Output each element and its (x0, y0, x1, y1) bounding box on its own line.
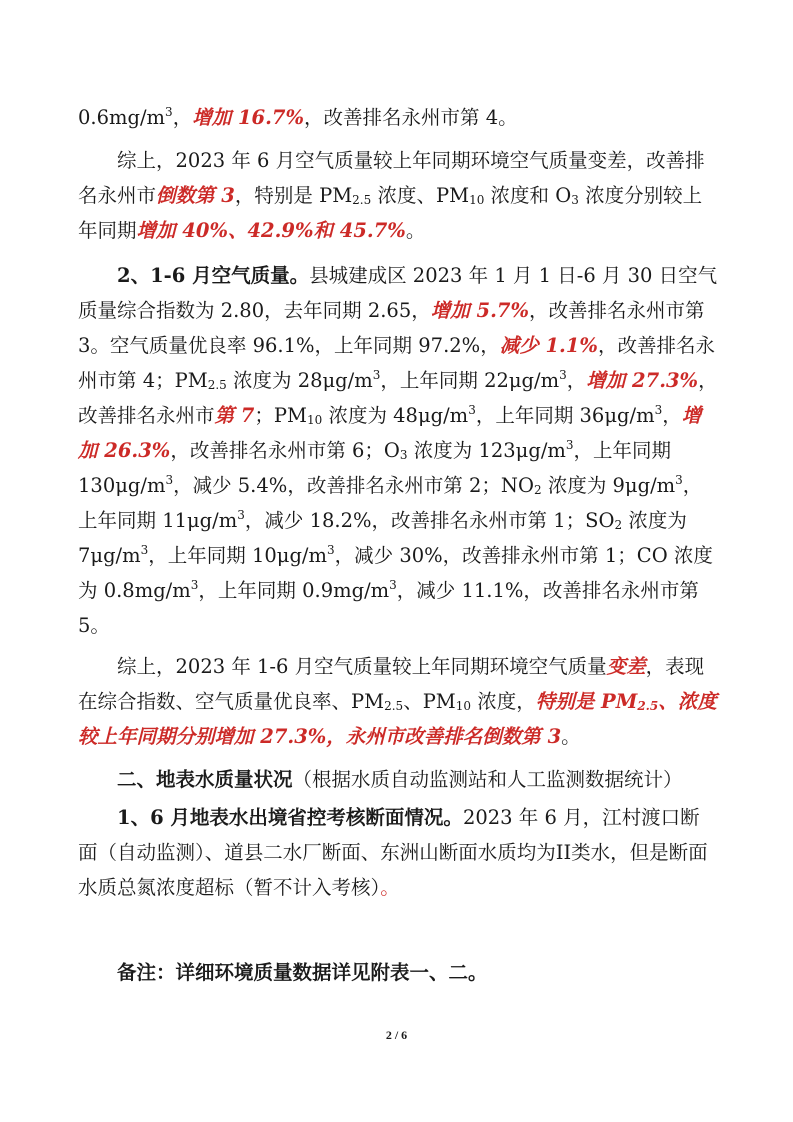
subscript: 2.5 (207, 378, 227, 392)
text: 浓度， (471, 690, 536, 713)
text: 浓度为 123μg/m (407, 439, 566, 462)
text: ，改善排名永州市第 3。空气质量优良率 96.1%，上年同期 97.2%， (78, 299, 705, 357)
text: 2023 年 6 月，江村渡口断面（自动监测）、道县二水厂断面、东洲山断面水质均为II类水，但是断面水质总氮浓度超标（暂不计入考核） (78, 806, 708, 899)
highlight-red: 减少 1.1% (499, 334, 598, 357)
text: 浓度和 O (484, 184, 572, 207)
highlight-red: 倒数第 3 (156, 184, 235, 207)
paragraph-june-water (78, 800, 718, 905)
text: 0.6mg/m (78, 106, 166, 129)
text: ，减少 5.4%，改善排名永州市第 2；NO (173, 474, 534, 497)
text: ，上年同期 0.9mg/m (198, 579, 390, 602)
text: ， (566, 369, 587, 392)
section-heading: 1、6 月地表水出境省控考核断面情况。 (117, 806, 463, 829)
superscript: 3 (565, 438, 574, 452)
text: 综上，2023 年 1-6 月空气质量较上年同期环境空气质量 (117, 655, 607, 678)
text: ， (172, 106, 193, 129)
text: ，改善排名永州市第 6；O (170, 439, 400, 462)
highlight-red: 增加 40%、42.9%和 45.7% (136, 219, 406, 242)
subscript: 10 (455, 699, 472, 713)
text: ，上年同期 36μg/m (475, 404, 655, 427)
superscript: 3 (372, 368, 381, 382)
superscript: 3 (140, 543, 149, 557)
text: ，减少 18.2%，改善排名永州市第 1；SO (244, 509, 615, 532)
subscript-red: 2.5 (637, 699, 659, 713)
text: ；PM (254, 404, 307, 427)
subscript: 2 (614, 518, 623, 532)
superscript: 3 (389, 578, 397, 592)
superscript: 3 (468, 403, 476, 417)
highlight-red: 、浓度较上年同期分别增加 27.3%，永州市改善排名倒数第 3 (78, 690, 717, 748)
text: 县城建成区 2023 年 1 月 1 日-6 月 30 日空气质量综合指数为 2.80，去年同期 2.65， (78, 264, 718, 322)
superscript: 3 (327, 543, 335, 557)
highlight-red: 变差 (606, 655, 646, 678)
section-surface-water (78, 762, 718, 797)
text: ，减少 11.1%，改善排名永州市第 5。 (78, 579, 699, 637)
text: （根据水质自动监测站和人工监测数据统计） (292, 768, 683, 791)
subscript: 3 (399, 448, 408, 462)
text: 浓度为 7μg/m (78, 509, 687, 567)
text: ，改善排名永州市第 4。 (304, 106, 518, 129)
paragraph-h1-air-quality (78, 258, 718, 643)
text: ，上年同期 22μg/m (380, 369, 560, 392)
superscript: 3 (165, 105, 173, 119)
subscript: 3 (571, 193, 579, 207)
superscript: 3 (190, 578, 199, 592)
text: ，改善排名永州市 (78, 369, 718, 427)
paragraph-june-summary (78, 143, 718, 248)
superscript: 3 (654, 403, 663, 417)
highlight-red: 。 (380, 876, 400, 899)
text: 。 (405, 219, 426, 242)
highlight-red: 第 7 (214, 404, 255, 427)
text: 浓度、PM (371, 184, 470, 207)
highlight-red: 增加 27.3% (586, 369, 699, 392)
text: 浓度为 48μg/m (322, 404, 469, 427)
paragraph-remark (78, 955, 718, 990)
remark-text: 备注：详细环境质量数据详见附表一、二。 (117, 961, 488, 984)
text: ，上年同期 11μg/m (78, 474, 703, 532)
superscript: 3 (237, 508, 245, 522)
subscript: 2.5 (384, 699, 404, 713)
text: ，减少 30%，改善排永州市第 1；CO 浓度为 0.8mg/m (78, 544, 713, 602)
text: 浓度为 9μg/m (541, 474, 676, 497)
highlight-red: 增加 26.3% (78, 404, 702, 462)
section-heading: 2、1-6 月空气质量。 (117, 264, 310, 287)
paragraph-pm10-tail (78, 100, 718, 135)
text: ，特别是 PM (234, 184, 353, 207)
highlight-red: 增加 5.7% (430, 299, 529, 322)
text: ，改善排名永州市第 4；PM (78, 334, 715, 392)
superscript: 3 (165, 473, 174, 487)
text: 综上，2023 年 6 月空气质量较上年同期环境空气质量变差，改善排名永州市 (78, 149, 705, 207)
text: 、PM (403, 690, 456, 713)
text: 。 (561, 725, 581, 748)
paragraph-h1-summary (78, 649, 718, 754)
text: 浓度分别较上年同期 (78, 184, 703, 242)
subscript: 2 (533, 483, 542, 497)
subscript: 10 (469, 193, 485, 207)
text: ， (662, 404, 682, 427)
text: ，上年同期 130μg/m (78, 439, 672, 497)
text: ，上年同期 10μg/m (148, 544, 327, 567)
subscript: 10 (306, 413, 323, 427)
text: 浓度为 28μg/m (226, 369, 373, 392)
highlight-red: 特别是 PM (535, 690, 638, 713)
highlight-red: 增加 16.7% (192, 106, 305, 129)
page-number: 2 / 6 (385, 1028, 408, 1042)
section-heading: 二、地表水质量状况 (117, 768, 293, 791)
superscript: 3 (559, 368, 567, 382)
text: ，表现在综合指数、空气质量优良率、PM (78, 655, 705, 713)
superscript: 3 (675, 473, 683, 487)
subscript: 2.5 (352, 193, 372, 207)
